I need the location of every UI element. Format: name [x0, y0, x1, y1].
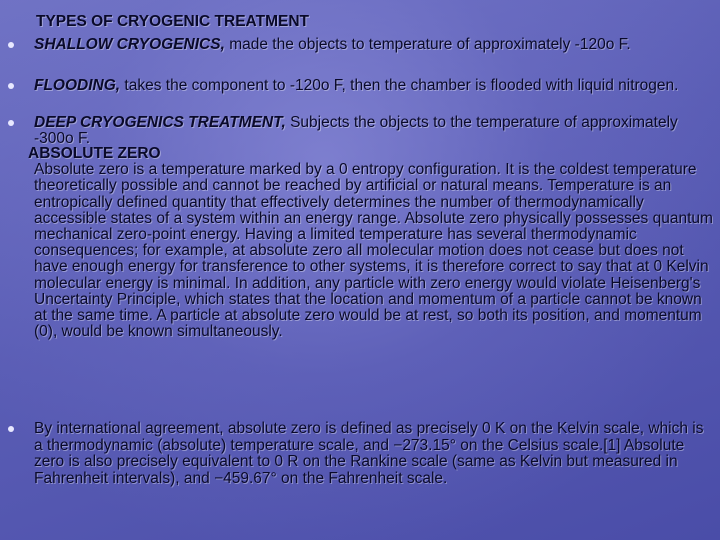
bullet-dot: [8, 83, 14, 89]
bullet-text: Subjects the objects to the temperature of approximately -300o F.: [34, 114, 678, 147]
bullet-term: FLOODING,: [34, 77, 121, 94]
bullet-dot: [8, 426, 14, 432]
bullet-item-deep: [34, 115, 714, 147]
bullet-dot: [8, 120, 14, 126]
slide-heading: TYPES OF CRYOGENIC TREATMENT: [36, 13, 309, 30]
bullet-text: takes the component to -120o F, then the chamber is flooded with liquid nitrogen.: [120, 77, 679, 94]
bullet-dot: [8, 42, 14, 48]
bullet-text: made the objects to temperature of approximately -120o F.: [224, 36, 631, 53]
bullet-item-flooding: [34, 78, 714, 94]
section-title: ABSOLUTE ZERO: [28, 145, 161, 162]
bullet-item-shallow: [34, 37, 714, 53]
bullet-term: DEEP CRYOGENICS TREATMENT,: [34, 114, 286, 131]
bullet-item-definition: By international agreement, absolute zero is defined as precisely 0 K on the Kelvin scale, which is a thermodynamic (absolute) temperature scale, and −273.15° on the Celsius scale.[1] Absolute zero is also precisely equivalent to 0 R on the Rankine scale (same as Kelvin but measured in Fahrenheit intervals), and −459.67° on the Fahrenheit scale.: [34, 420, 704, 487]
bullet-term: SHALLOW CRYOGENICS,: [34, 36, 225, 53]
absolute-zero-section: [28, 145, 714, 341]
section-body: Absolute zero is a temperature marked by a 0 entropy configuration. It is the coldest temperature theoretically possible and cannot be reached by artificial or natural means. Temperature is an entropically defined quantity that effectively determines the number of thermodynamically accessible states of a system within an energy range. Absolute zero physically possesses quantum mechanical zero-point energy. Having a limited temperature has several thermodynamic consequences; for example, at absolute zero all molecular motion does not cease but does not have enough energy for transference to other systems, it is therefore correct to say that at 0 Kelvin molecular energy is minimal. In addition, any particle with zero energy would violate Heisenberg's Uncertainty Principle, which states that the location and momentum of a particle cannot be known at the same time. A particle at absolute zero would be at rest, so both its position, and momentum (0), would be known simultaneously.: [34, 161, 713, 341]
